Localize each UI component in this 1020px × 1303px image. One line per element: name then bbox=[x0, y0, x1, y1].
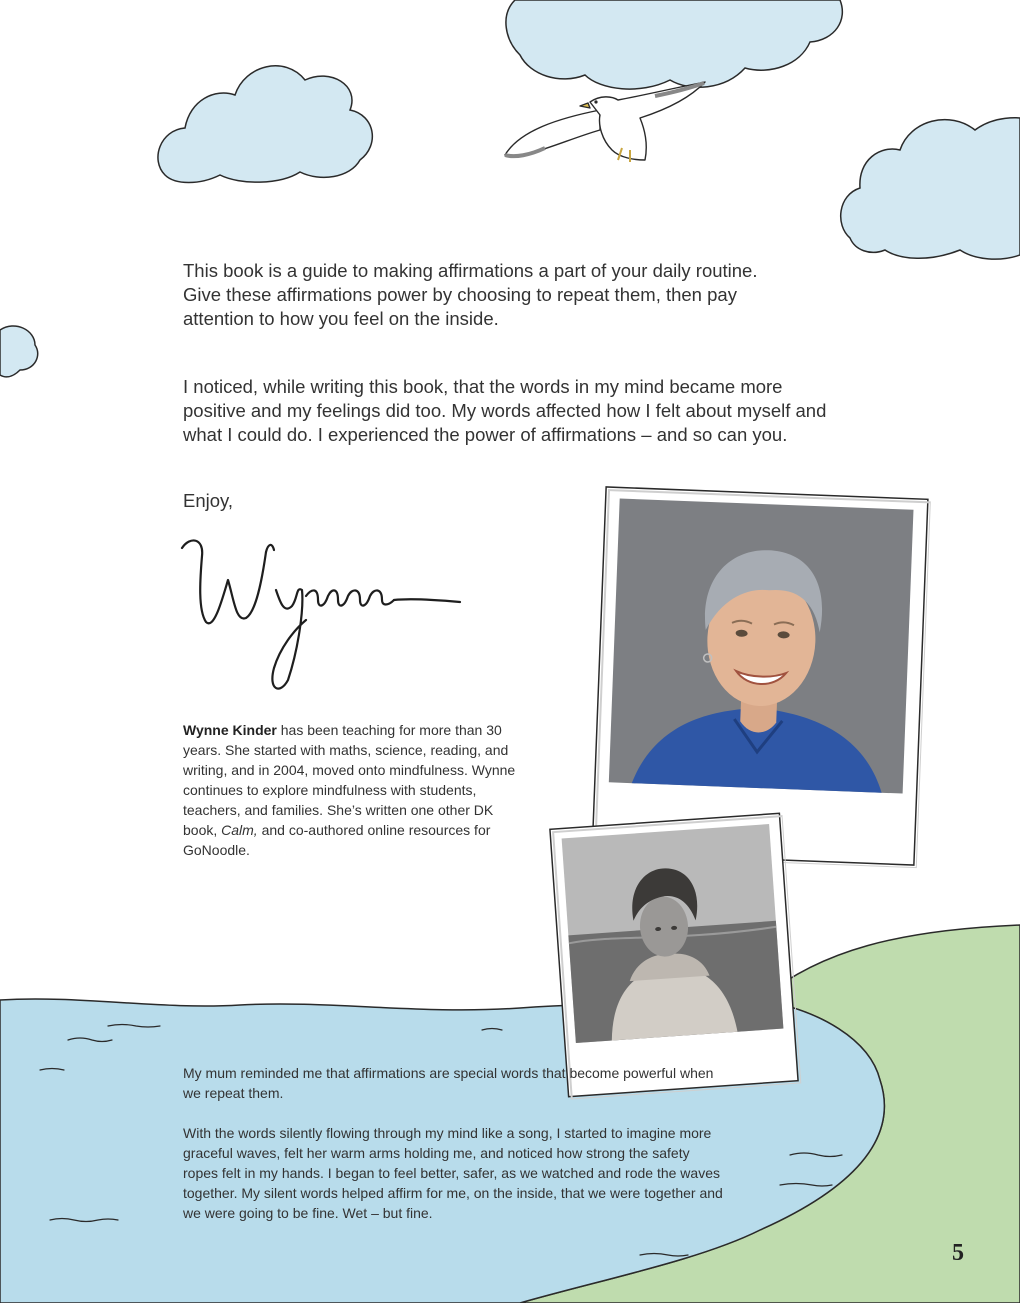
intro-paragraph-2-text: I noticed, while writing this book, that the words in my mind became more positive and my feelings did too. My words affected how I felt about myself and what I could do. I experienced the power of affirmations – and so can you. bbox=[183, 376, 827, 445]
bio-text-part-1: has been teaching for more than 30 years. She started with maths, science, reading, and writing, and in 2004, moved onto mindfulness. Wynne continues to explore mindfulness with students, teachers, and families. She’s written one other DK book, bbox=[183, 722, 516, 838]
author-bio bbox=[183, 720, 528, 860]
childhood-photo-polaroid bbox=[547, 810, 802, 1100]
cloud-icon bbox=[841, 118, 1020, 259]
bio-text-part-2: and co-authored online resources for GoNoodle. bbox=[183, 822, 491, 858]
childhood-photo bbox=[547, 810, 802, 1100]
story-paragraph-2: With the words silently flowing through my mind like a song, I started to imagine more graceful waves, felt her warm arms holding me, and noticed how strong the safety ropes felt in my hands. I began to feel better, safer, as we watched and rode the waves together. My silent words helped affirm for me, on the inside, that we were together and we were going to be fine. Wet – but fine. bbox=[183, 1125, 723, 1221]
author-bio-text bbox=[183, 720, 528, 860]
cloud-icon bbox=[158, 66, 372, 183]
page-number: 5 bbox=[952, 1240, 964, 1266]
author-name: Wynne Kinder bbox=[183, 722, 277, 738]
signature bbox=[176, 530, 466, 695]
intro-paragraph-1 bbox=[183, 259, 783, 331]
book-title: Calm, bbox=[221, 822, 258, 838]
story-paragraph-1: My mum reminded me that affirmations are special words that become powerful when we repeat them. bbox=[183, 1065, 714, 1101]
childhood-story bbox=[183, 1063, 728, 1223]
cloud-icon bbox=[0, 326, 38, 377]
cloud-icon bbox=[506, 0, 842, 89]
seagull-icon bbox=[505, 82, 705, 162]
author-photo bbox=[589, 484, 931, 868]
closing-text: Enjoy, bbox=[183, 490, 234, 511]
intro-paragraph-2 bbox=[183, 375, 843, 447]
author-photo-polaroid bbox=[589, 484, 931, 868]
intro-paragraph-1-text: This book is a guide to making affirmations a part of your daily routine. Give these affirmations power by choosing to repeat them, then pay attention to how you feel on the inside. bbox=[183, 260, 758, 329]
